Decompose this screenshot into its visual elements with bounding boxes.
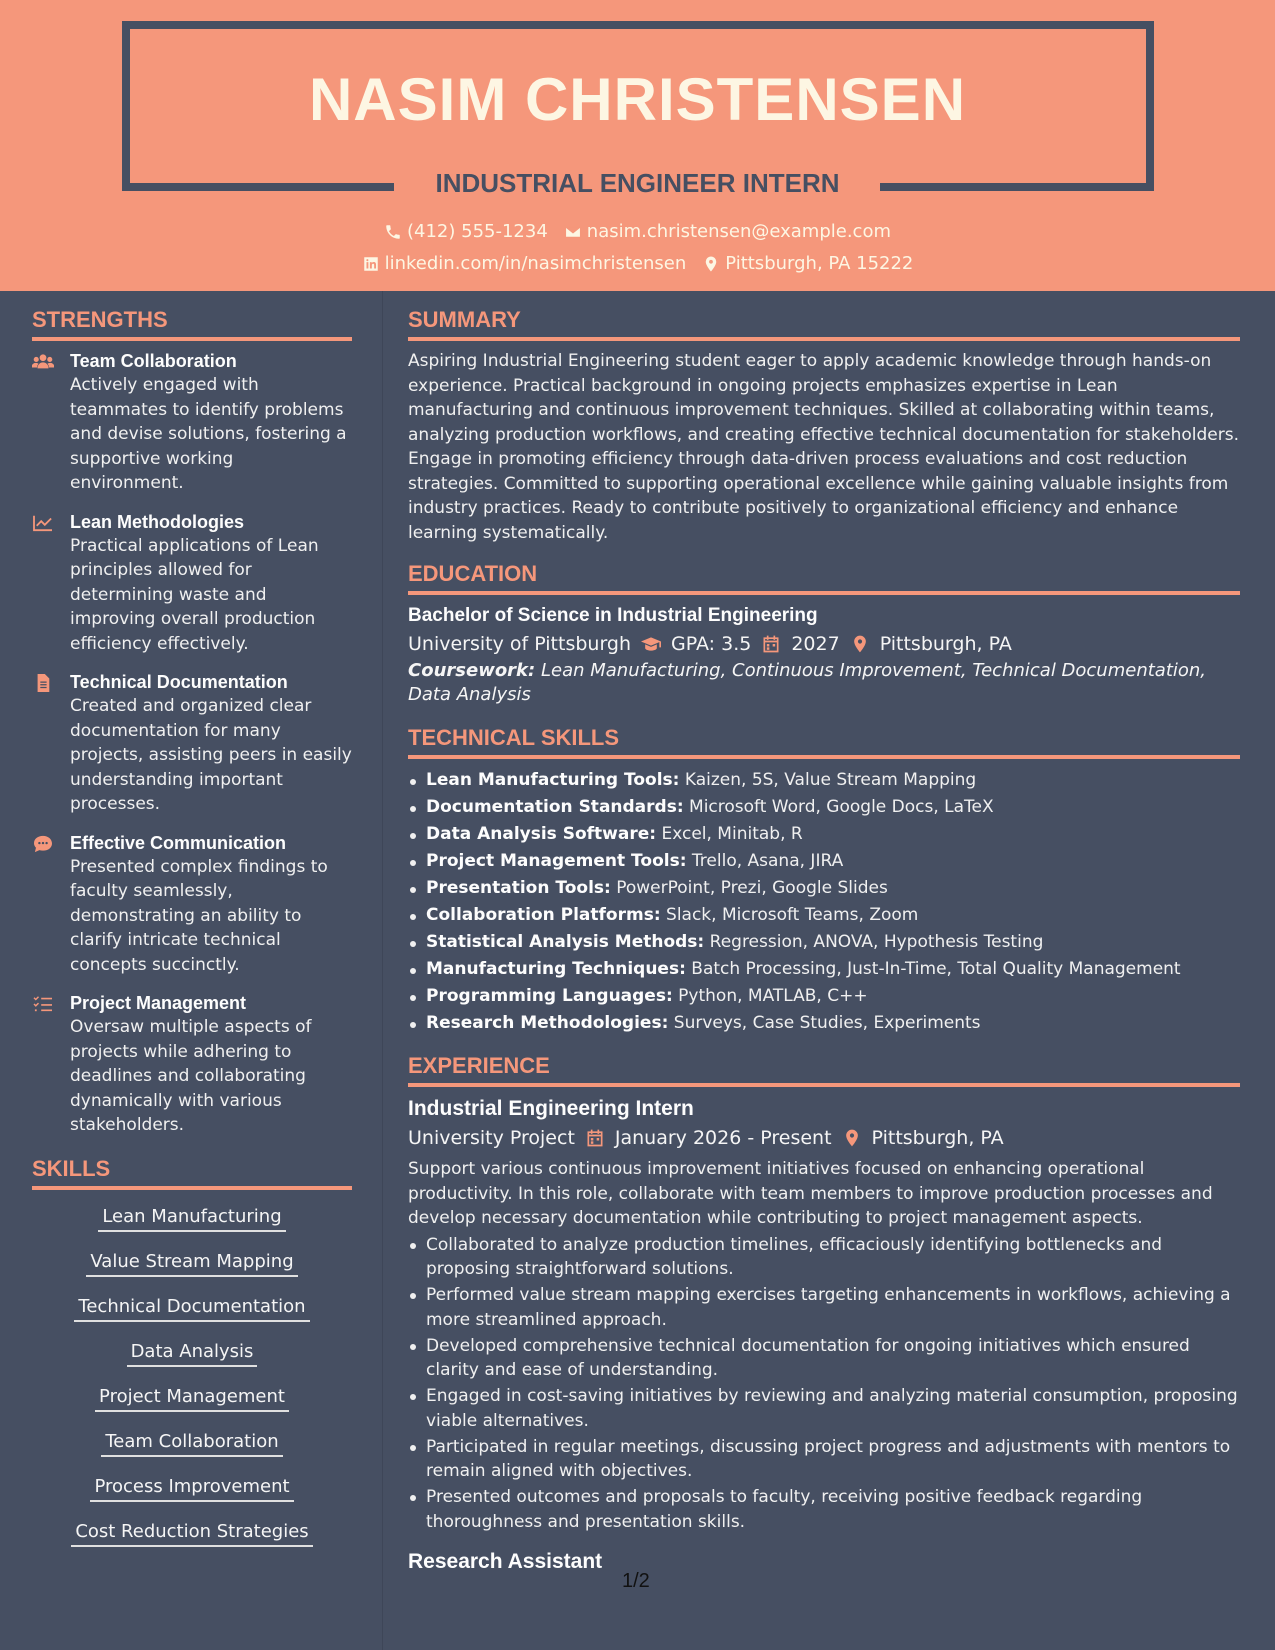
strength-title: Technical Documentation (70, 672, 288, 692)
email-link[interactable]: nasim.christensen@example.com (586, 221, 891, 242)
skill-label: Manufacturing Techniques: (426, 959, 686, 979)
tasks-icon (32, 995, 54, 1013)
skill-value: Trello, Asana, JIRA (691, 851, 844, 871)
candidate-name: NASIM CHRISTENSEN (308, 66, 967, 133)
skills-heading: SKILLS (32, 1152, 352, 1190)
chart-line-icon (32, 514, 54, 532)
strength-text: Created and organized clear documentation for many projects, assisting peers in easily understanding important processes. (70, 696, 352, 814)
strength-title: Project Management (70, 993, 247, 1013)
summary-text: Aspiring Industrial Engineering student eager to apply academic knowledge through hands-on experience. Practical background in ongoing projects emphasizes expertise in Lean manufacturing and continuous improvement techniques. Skilled at collaborating within teams, analyzing production workflows, and creating effective technical documentation for stakeholders. Engage in promoting efficiency through data-driven process evaluations and cost reduction strategies. Committed to supporting operational excellence while gaining valuable insights from industry practices. Ready to contribute positively to organizational efficiency and enhance learning systematically. (408, 351, 1239, 543)
list-item (408, 848, 1240, 875)
skill-tag: Project Management (95, 1384, 289, 1412)
location-contact (702, 252, 913, 276)
education-heading: EDUCATION (408, 557, 1240, 595)
strength-title: Effective Communication (70, 832, 287, 853)
skill-label: Lean Manufacturing Tools: (426, 770, 680, 790)
degree-title: Bachelor of Science in Industrial Engineering (408, 605, 818, 626)
skill-value: PowerPoint, Prezi, Google Slides (616, 878, 888, 898)
skill-label: Documentation Standards: (426, 797, 684, 817)
skill-tag: Process Improvement (90, 1474, 293, 1502)
technical-skills-list (408, 767, 1240, 1037)
list-item (408, 983, 1240, 1010)
skill-tag: Value Stream Mapping (86, 1249, 297, 1277)
strength-item (32, 831, 352, 978)
skill-value: Slack, Microsoft Teams, Zoom (666, 905, 919, 925)
list-item (408, 1010, 1240, 1037)
map-pin-icon (850, 634, 870, 654)
skill-value: Python, MATLAB, C++ (678, 986, 868, 1006)
technical-skills-heading: TECHNICAL SKILLS (408, 721, 1240, 759)
left-column (32, 303, 352, 1558)
job-title-entry: Research Assistant (408, 1550, 603, 1573)
strength-title: Team Collaboration (70, 351, 237, 371)
skill-tag: Technical Documentation (74, 1294, 309, 1322)
list-item: Presented outcomes and proposals to faculty, receiving positive feedback regarding thoroughness and presentation skills. (408, 1485, 1240, 1534)
chat-icon (32, 835, 54, 853)
education-location: Pittsburgh, PA (879, 633, 1012, 655)
graduation-year: 2027 (791, 633, 840, 655)
skill-value: Regression, ANOVA, Hypothesis Testing (709, 932, 1044, 952)
phone-icon (384, 223, 402, 241)
map-pin-icon (702, 255, 720, 273)
skill-label: Collaboration Platforms: (426, 905, 661, 925)
strength-item (32, 349, 352, 496)
skill-value: Batch Processing, Just-In-Time, Total Quality Management (691, 959, 1181, 979)
calendar-icon (585, 1128, 605, 1148)
list-item: Engaged in cost-saving initiatives by reviewing and analyzing material consumption, proposing viable alternatives. (408, 1384, 1240, 1433)
list-item (408, 929, 1240, 956)
linkedin-link[interactable]: linkedin.com/in/nasimchristensen (384, 253, 687, 274)
strength-item (32, 510, 352, 657)
contact-row-2 (0, 252, 1275, 276)
contact-row-1 (0, 220, 1275, 244)
list-item: Developed comprehensive technical documentation for ongoing initiatives which ensured clarity and ease of understanding. (408, 1334, 1240, 1383)
summary-heading: SUMMARY (408, 303, 1240, 341)
job-title: INDUSTRIAL ENGINEER INTERN (435, 168, 840, 198)
skill-value: Excel, Minitab, R (661, 824, 803, 844)
skills-list (32, 1198, 352, 1558)
envelope-icon (564, 223, 582, 241)
coursework-label: Coursework: (408, 660, 536, 681)
column-divider (382, 291, 383, 1650)
list-item (408, 767, 1240, 794)
skill-label: Project Management Tools: (426, 851, 687, 871)
strength-item (32, 670, 352, 817)
list-item (408, 794, 1240, 821)
linkedin-contact[interactable] (362, 252, 687, 276)
right-column (408, 303, 1240, 1576)
list-item: Performed value stream mapping exercises targeting enhancements in workflows, achieving a more streamlined approach. (408, 1283, 1240, 1332)
email-contact[interactable] (564, 220, 891, 244)
users-icon (32, 353, 54, 371)
experience-heading: EXPERIENCE (408, 1049, 1240, 1087)
skill-tag: Lean Manufacturing (98, 1204, 285, 1232)
skill-label: Programming Languages: (426, 986, 673, 1006)
skill-label: Data Analysis Software: (426, 824, 657, 844)
skill-label: Statistical Analysis Methods: (426, 932, 705, 952)
skill-label: Presentation Tools: (426, 878, 611, 898)
job-meta (408, 1123, 1240, 1153)
skill-tag: Team Collaboration (101, 1429, 282, 1457)
skill-tag: Cost Reduction Strategies (71, 1519, 312, 1547)
strength-text: Presented complex findings to faculty seamlessly, demonstrating an ability to clarify intricate technical concepts succinctly. (70, 856, 328, 975)
skill-value: Microsoft Word, Google Docs, LaTeX (689, 797, 994, 817)
graduation-cap-icon (641, 634, 661, 654)
document-icon (32, 674, 54, 692)
skill-value: Kaizen, 5S, Value Stream Mapping (684, 770, 977, 790)
header (0, 0, 1275, 291)
strength-text: Oversaw multiple aspects of projects while adhering to deadlines and collaborating dynamically with various stakeholders. (70, 1017, 312, 1135)
strengths-heading: STRENGTHS (32, 303, 352, 341)
page-indicator: 1/2 (622, 1570, 650, 1592)
strength-item (32, 991, 352, 1138)
phone-contact (384, 220, 548, 244)
strength-title: Lean Methodologies (70, 511, 245, 532)
skill-value: Surveys, Case Studies, Experiments (673, 1013, 981, 1033)
education-meta (408, 629, 1240, 659)
job-org: University Project (408, 1127, 575, 1149)
gpa-text: GPA: 3.5 (671, 633, 752, 655)
phone-text: (412) 555-1234 (407, 221, 548, 242)
job-dates: January 2026 - Present (614, 1127, 832, 1149)
list-item (408, 956, 1240, 983)
coursework (408, 659, 1240, 707)
location-text: Pittsburgh, PA 15222 (725, 253, 914, 274)
list-item: Collaborated to analyze production timelines, efficaciously identifying bottlenecks and proposing straightforward solutions. (408, 1233, 1240, 1282)
job-title-entry: Industrial Engineering Intern (408, 1097, 694, 1120)
map-pin-icon (842, 1128, 862, 1148)
list-item: Participated in regular meetings, discussing project progress and adjustments with mentors to remain aligned with objectives. (408, 1435, 1240, 1484)
coursework-list: Lean Manufacturing, Continuous Improvement, Technical Documentation, Data Analysis (408, 660, 1207, 705)
school-name: University of Pittsburgh (408, 633, 632, 655)
strength-text: Actively engaged with teammates to identify problems and devise solutions, fostering a supportive working environment. (70, 375, 347, 493)
job-bullets (408, 1233, 1240, 1535)
skill-label: Research Methodologies: (426, 1013, 669, 1033)
strength-text: Practical applications of Lean principles allowed for determining waste and improving overall production efficiency effectively. (70, 535, 319, 654)
list-item (408, 902, 1240, 929)
linkedin-icon (362, 255, 380, 273)
calendar-icon (761, 634, 781, 654)
list-item (408, 875, 1240, 902)
skill-tag: Data Analysis (127, 1339, 258, 1367)
job-description: Support various continuous improvement initiatives focused on enhancing operational productivity. In this role, collaborate with team members to improve production processes and develop necessary documentation while contributing to project management aspects. (408, 1159, 1213, 1228)
job-location: Pittsburgh, PA (871, 1127, 1004, 1149)
list-item (408, 821, 1240, 848)
